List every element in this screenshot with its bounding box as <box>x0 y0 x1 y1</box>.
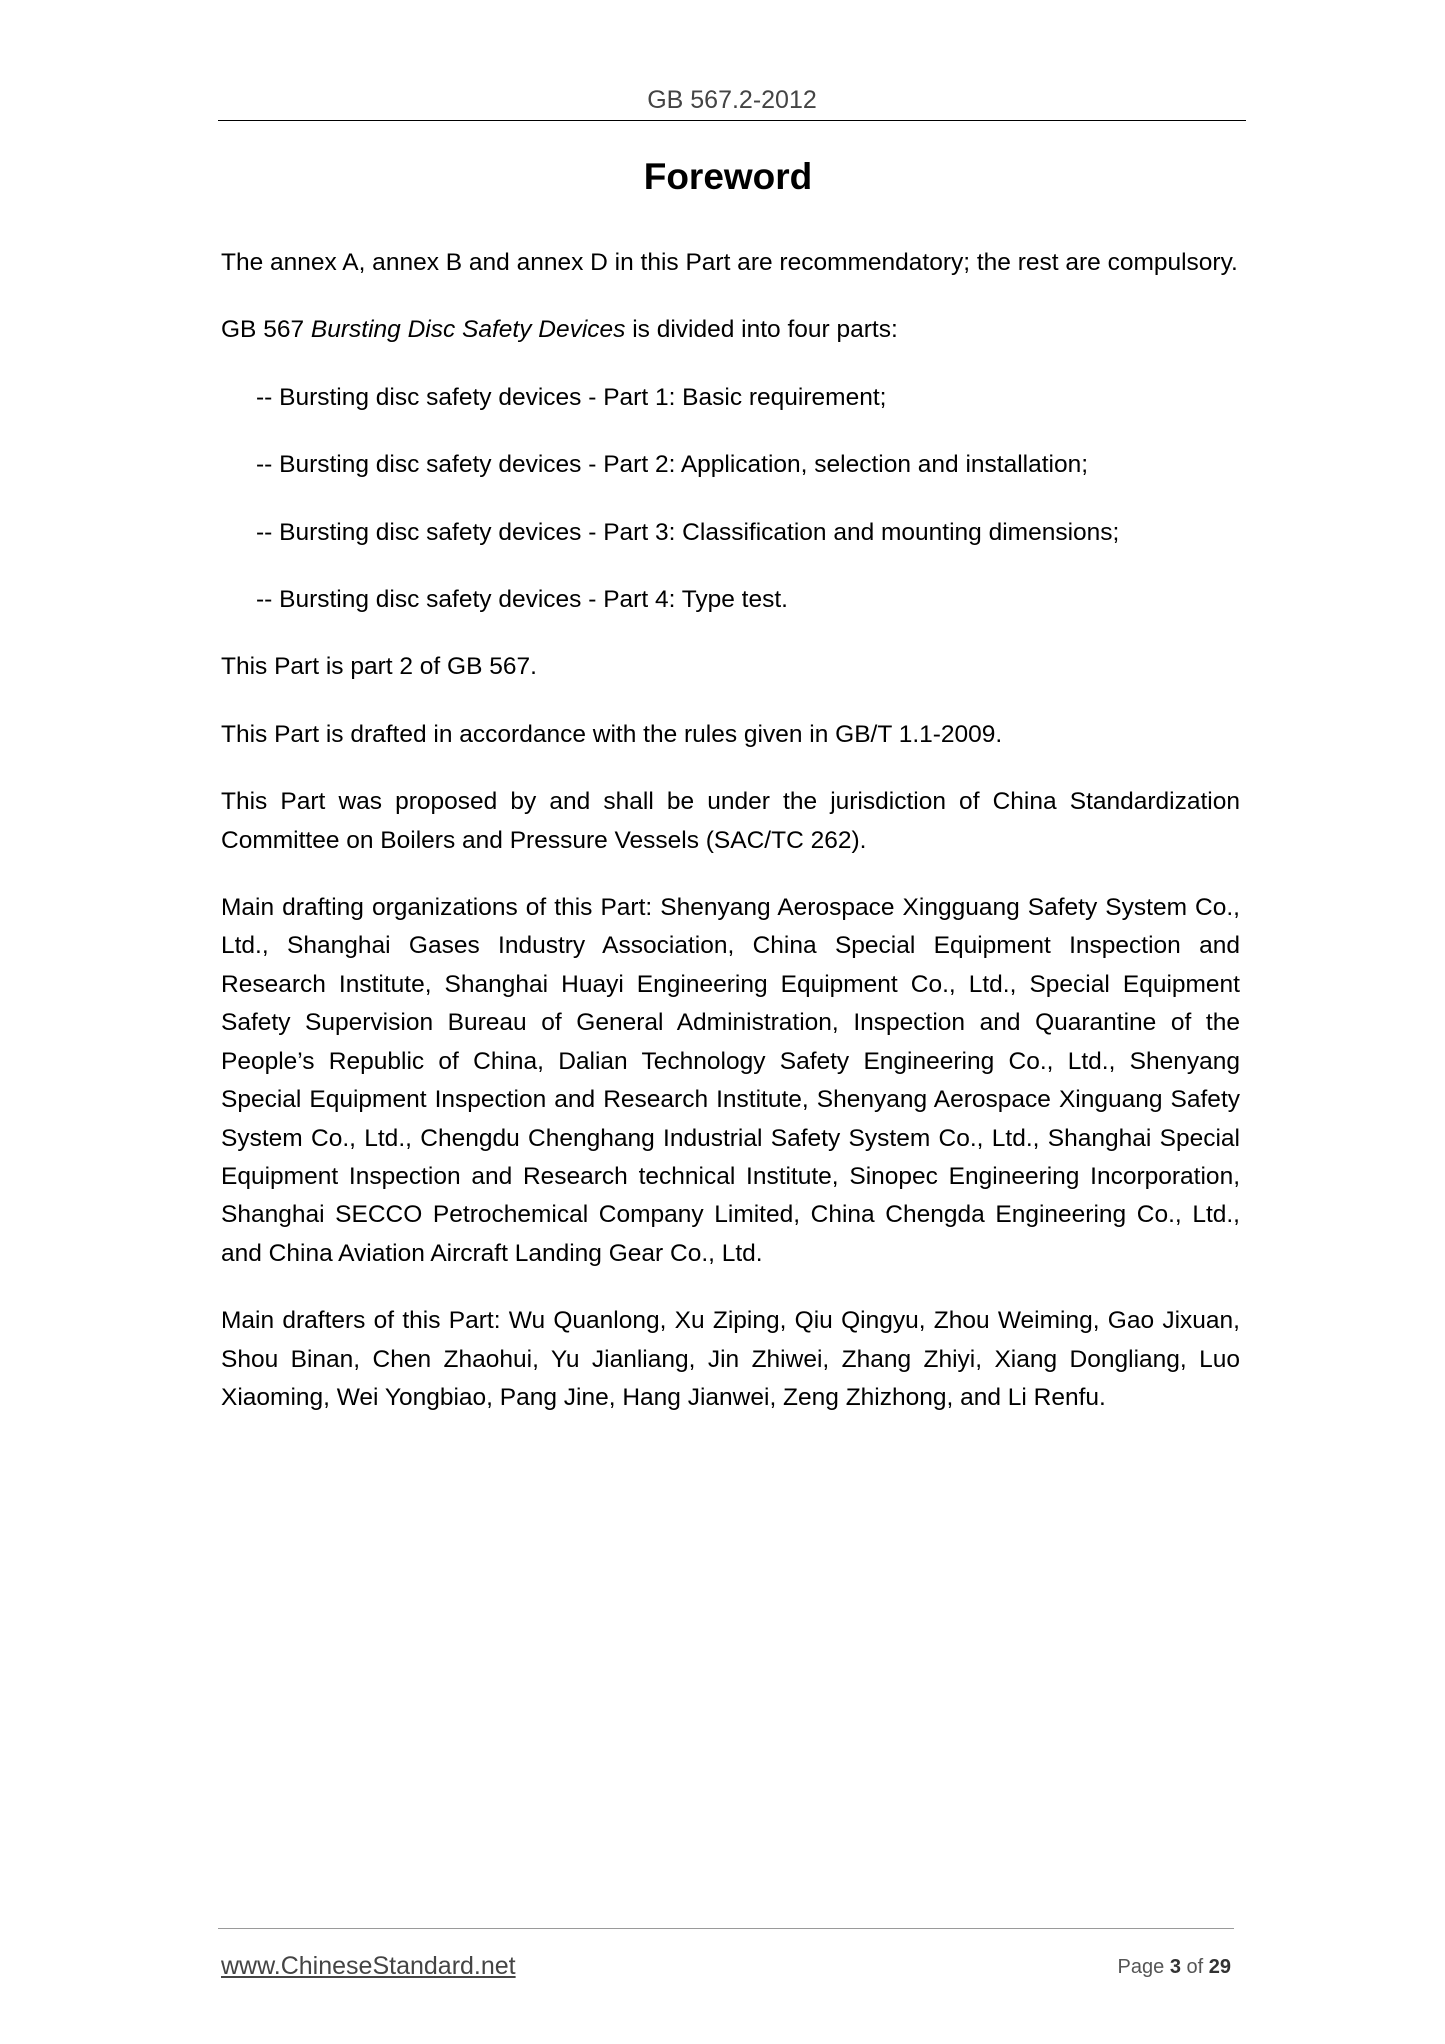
list-item-part-3: -- Bursting disc safety devices - Part 3: Classification and mounting dimensions; <box>256 518 1120 546</box>
paragraph-drafters: Main drafters of this Part: Wu Quanlong, Xu Ziping, Qiu Qingyu, Zhou Weiming, Gao Jixuan, Shou Binan, Chen Zhaohui, Yu Jianliang, Jin Zhiwei, Zhang Zhiyi, Xiang Dongliang, Luo Xiaoming, Wei Yongbiao, Pang Jine, Hang Jianwei, Zeng Zhizhong, and Li Renfu. <box>221 1307 1240 1411</box>
paragraph-annex-status: The annex A, annex B and annex D in this Part are recommendatory; the rest are compulsory. <box>221 249 1238 276</box>
footer-divider <box>218 1928 1234 1929</box>
list-item-part-2: -- Bursting disc safety devices - Part 2: Application, selection and installation; <box>256 451 1089 479</box>
parts-intro-prefix: GB 567 <box>221 316 311 344</box>
page-title: Foreword <box>643 156 813 197</box>
website-link[interactable]: www.ChineseStandard.net <box>221 1952 516 1980</box>
list-item-part-1: -- Bursting disc safety devices - Part 1: Basic requirement; <box>256 383 887 411</box>
page-of: of <box>1186 1956 1204 1978</box>
page-label: Page <box>1117 1956 1165 1978</box>
list-item-part-4: -- Bursting disc safety devices - Part 4: Type test. <box>256 586 788 614</box>
page-number <box>1118 1956 1231 1979</box>
paragraph-part-number: This Part is part 2 of GB 567. <box>221 653 537 681</box>
paragraph-jurisdiction: This Part was proposed by and shall be under the jurisdiction of China Standardization Committee on Boilers and Pressure Vessels (SAC/TC 262). <box>221 788 1240 854</box>
document-id-header: GB 567.2-2012 <box>647 86 817 114</box>
foreword-body <box>221 244 1240 1446</box>
paragraph-drafting-organizations: Main drafting organizations of this Part: Shenyang Aerospace Xingguang Safety System Co., Ltd., Shanghai Gases Industry Association, China Special Equipment Inspection and Research Institute, Shanghai Huayi Engineering Equipment Co., Ltd., Special Equipment Safety Supervision Bureau of General Administration, Inspection and Quarantine of the People’s Republic of China, Dalian Technology Safety Engineering Co., Ltd., Shenyang Special Equipment Inspection and Research Institute, Shenyang Aerospace Xinguang Safety System Co., Ltd., Chengdu Chenghang Industrial Safety System Co., Ltd., Shanghai Special Equipment Inspection and Research technical Institute, Sinopec Engineering Incorporation, Shanghai SECCO Petrochemical Company Limited, China Chengda Engineering Co., Ltd., and China Aviation Aircraft Landing Gear Co., Ltd. <box>221 894 1240 1267</box>
page-current: 3 <box>1169 1956 1181 1978</box>
page-total: 29 <box>1208 1956 1231 1978</box>
paragraph-drafting-rules: This Part is drafted in accordance with the rules given in GB/T 1.1-2009. <box>221 720 1003 748</box>
standard-title-italic: Bursting Disc Safety Devices <box>310 316 626 344</box>
parts-intro-suffix: is divided into four parts: <box>625 316 898 344</box>
header-divider <box>218 120 1246 121</box>
paragraph-parts-intro <box>221 311 1240 349</box>
